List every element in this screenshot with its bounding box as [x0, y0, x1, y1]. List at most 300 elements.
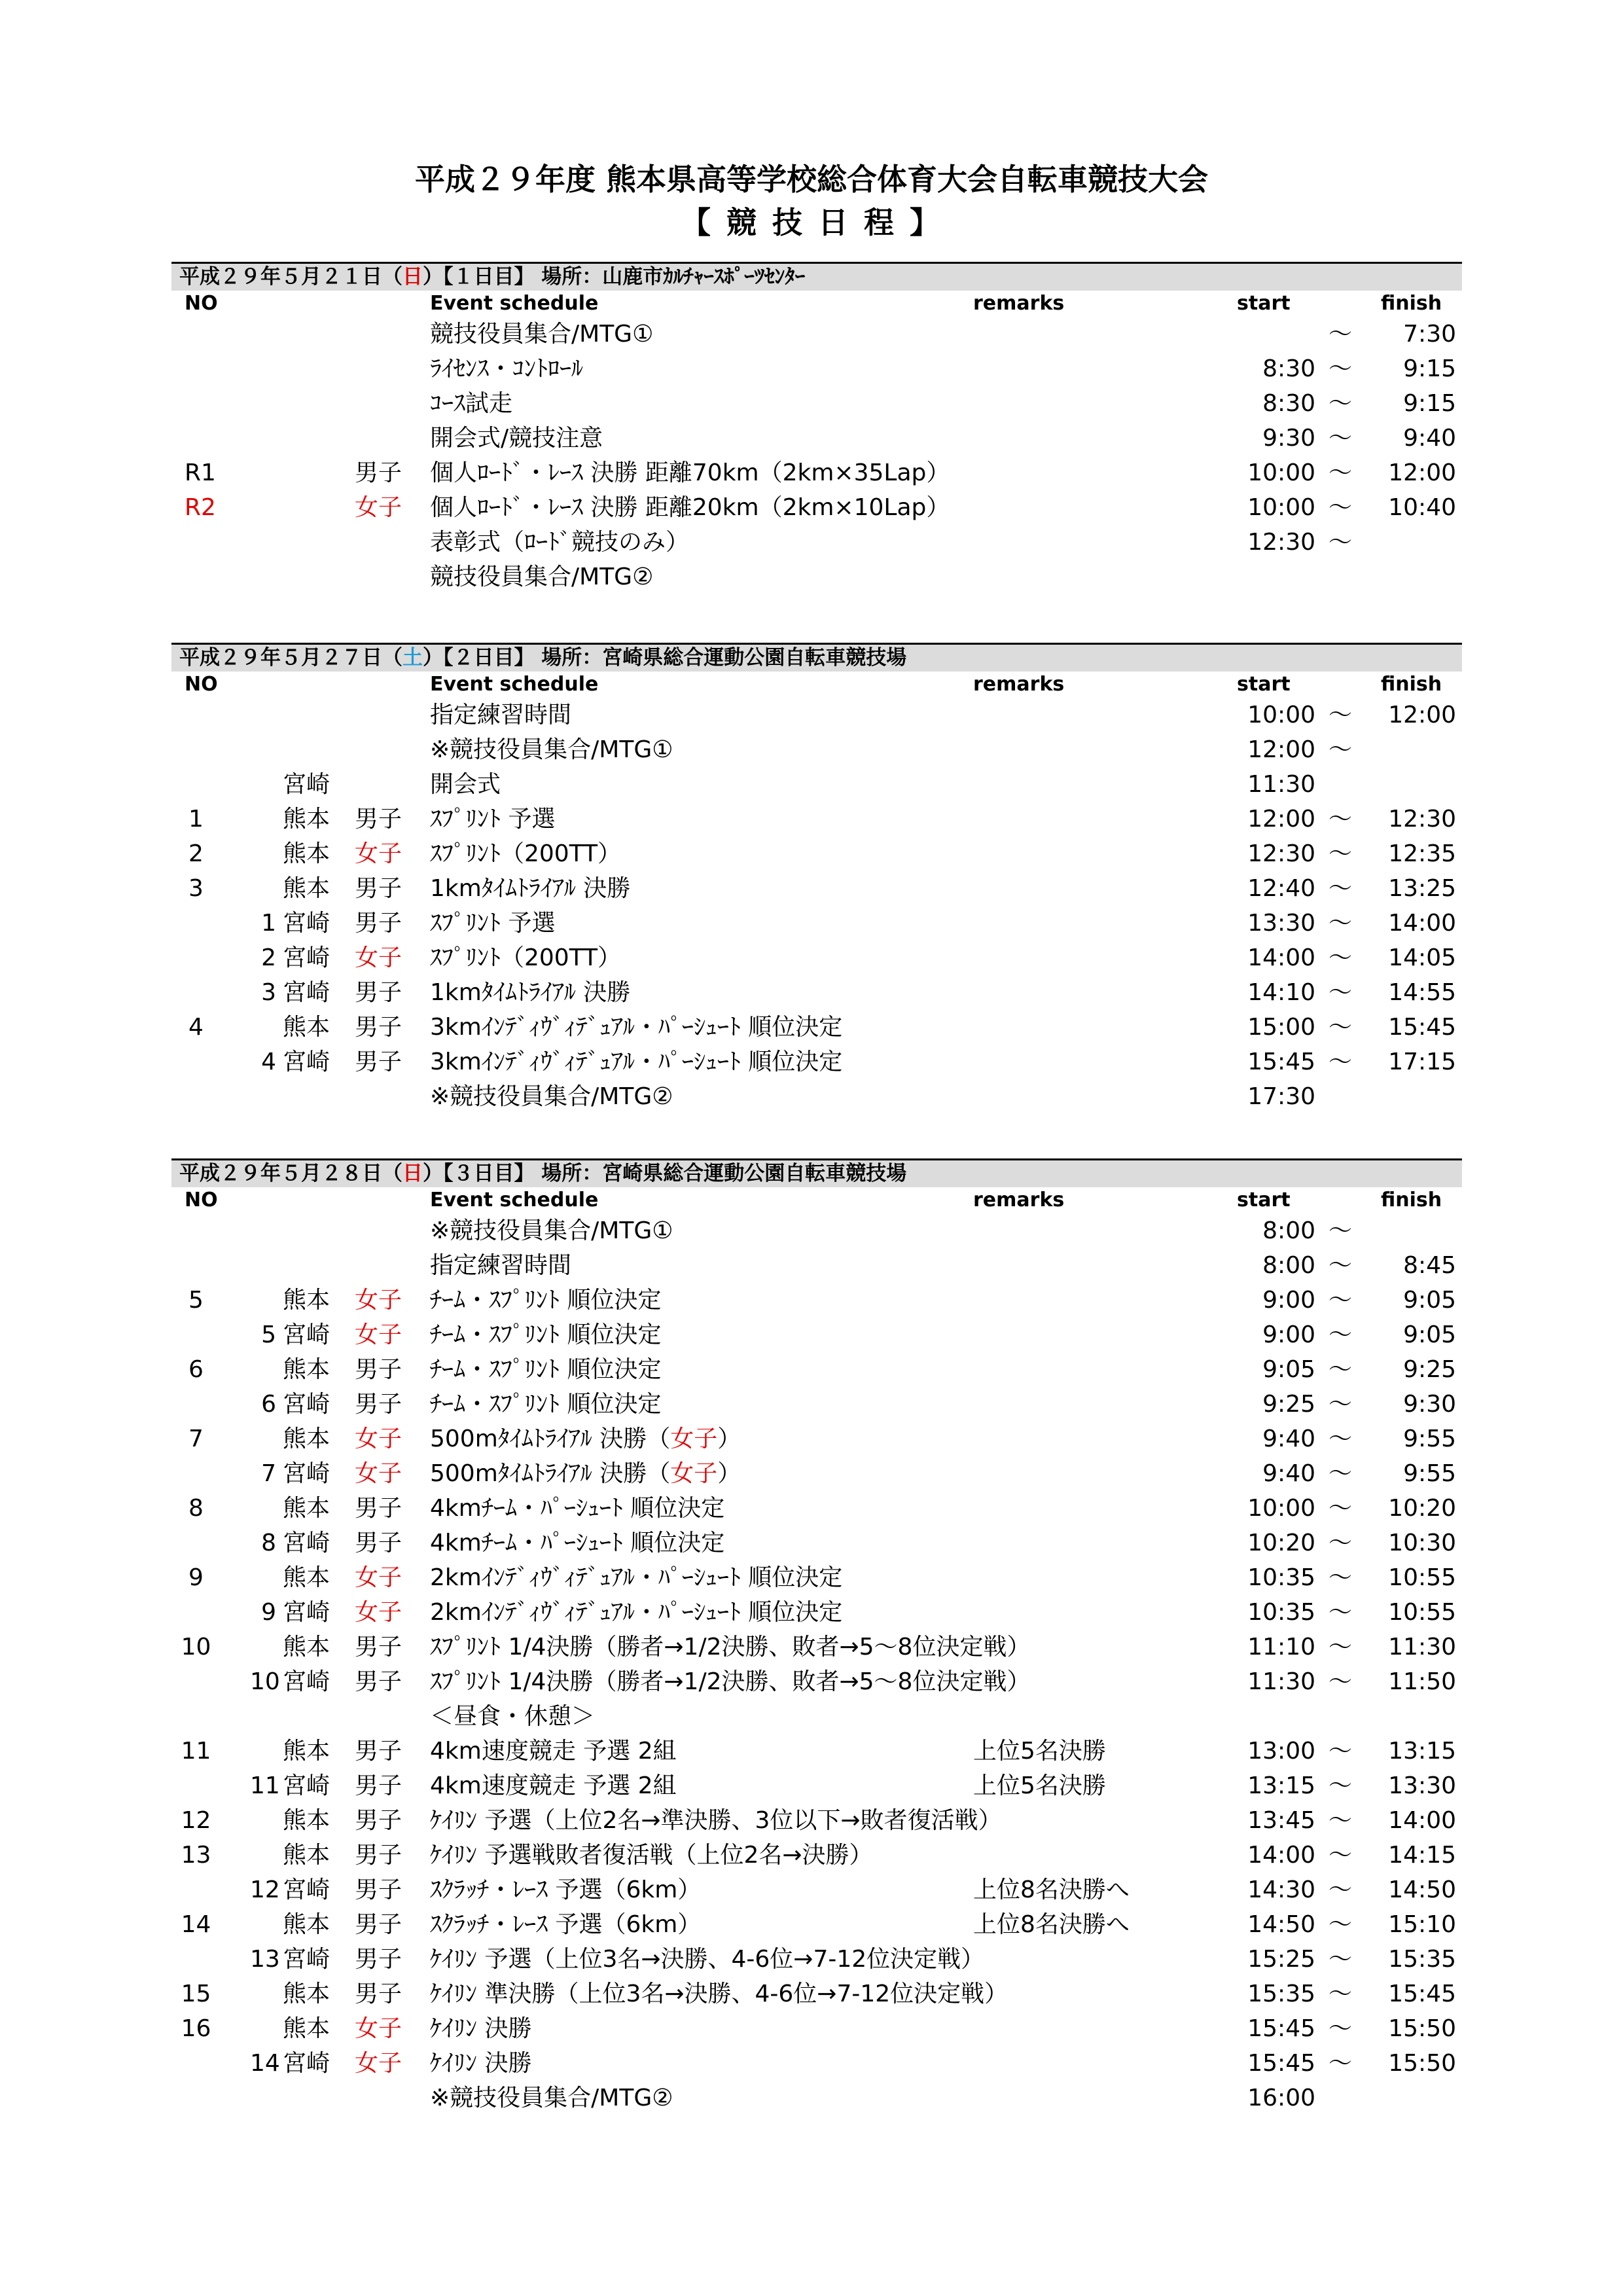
row-start: 12:40 [1247, 875, 1315, 902]
row-event: ｽｸﾗｯﾁ・ﾚｰｽ 予選（6km） [430, 1911, 702, 1938]
row-venue: 熊本 [283, 1356, 330, 1383]
row-number: 10 [181, 1634, 211, 1660]
row-tilde: ～ [1329, 1599, 1353, 1626]
row-venue: 宮崎 [283, 1460, 330, 1487]
row-start: 8:00 [1262, 1252, 1315, 1279]
row-no: R1 [185, 459, 216, 486]
row-venue: 熊本 [283, 1807, 330, 1834]
col-event: Event schedule [430, 673, 599, 696]
day3-column-header [171, 1187, 1462, 1213]
row-finish: 14:55 [1388, 979, 1456, 1006]
row-event [430, 1456, 741, 1491]
row-tilde: ～ [1329, 702, 1353, 728]
row-start: 10:00 [1247, 459, 1315, 486]
row-start: 8:00 [1262, 1217, 1315, 1244]
row-gender: 男子 [355, 1981, 402, 2007]
row-tilde: ～ [1329, 910, 1353, 937]
row-gender: 男子 [355, 1807, 402, 1834]
row-tilde: ～ [1329, 1217, 1353, 1244]
schedule-row [171, 1213, 1462, 1248]
day2-weekday: 土 [402, 646, 423, 670]
row-finish: 10:40 [1388, 494, 1456, 521]
row-event: ｽﾌﾟﾘﾝﾄ 予選 [430, 910, 556, 937]
row-finish: 12:35 [1388, 840, 1456, 867]
row-event: ｹｲﾘﾝ 決勝 [430, 2015, 532, 2042]
row-gender: 男子 [355, 1049, 402, 1075]
day3-section [171, 1158, 1462, 2115]
row-tilde: ～ [1329, 390, 1353, 417]
row-venue: 宮崎 [283, 944, 330, 971]
row-venue: 熊本 [283, 1495, 330, 1522]
row-number-miyazaki: 10 [250, 1668, 280, 1695]
row-tilde: ～ [1329, 1981, 1353, 2007]
row-finish: 10:55 [1388, 1564, 1456, 1591]
row-event: 指定練習時間 [430, 1252, 572, 1279]
col-remarks: remarks [973, 673, 1065, 696]
schedule-row [171, 2011, 1462, 2046]
schedule-row [171, 2046, 1462, 2081]
row-number-miyazaki: 13 [250, 1946, 280, 1973]
row-number: 1 [188, 806, 204, 833]
row-venue: 宮崎 [283, 1530, 330, 1556]
row-gender: 女子 [355, 494, 402, 521]
row-tilde: ～ [1329, 321, 1353, 348]
row-number-miyazaki: 2 [261, 944, 276, 971]
row-finish: 14:15 [1388, 1842, 1456, 1869]
row-tilde: ～ [1329, 1252, 1353, 1279]
row-number-miyazaki: 12 [250, 1876, 280, 1903]
row-tilde: ～ [1329, 1049, 1353, 1075]
row-event: ｹｲﾘﾝ 予選（上位2名→準決勝、3位以下→敗者復活戦） [430, 1807, 1002, 1834]
row-event: ＜昼食・休憩＞ [430, 1703, 596, 1730]
row-start: 10:35 [1247, 1599, 1315, 1626]
row-tilde: ～ [1329, 1321, 1353, 1348]
row-event: ｹｲﾘﾝ 決勝 [430, 2050, 532, 2077]
row-gender: 男子 [355, 1842, 402, 1869]
row-tilde: ～ [1329, 1287, 1353, 1314]
row-finish: 9:55 [1403, 1426, 1456, 1452]
row-finish: 9:40 [1403, 425, 1456, 452]
row-venue: 宮崎 [283, 2050, 330, 2077]
row-gender: 男子 [355, 459, 402, 486]
row-gender: 女子 [355, 1426, 402, 1452]
row-finish: 13:25 [1388, 875, 1456, 902]
row-event: ※競技役員集合/MTG② [430, 1083, 673, 1110]
row-tilde: ～ [1329, 875, 1353, 902]
row-finish: 15:50 [1388, 2015, 1456, 2042]
row-finish: 9:25 [1403, 1356, 1456, 1383]
schedule-row [171, 1079, 1462, 1114]
schedule-row [171, 1318, 1462, 1352]
row-event: ﾁｰﾑ・ｽﾌﾟﾘﾝﾄ 順位決定 [430, 1287, 662, 1314]
row-tilde: ～ [1329, 2015, 1353, 2042]
row-venue: 宮崎 [283, 1049, 330, 1075]
row-start: 15:45 [1247, 1049, 1315, 1075]
row-gender: 女子 [355, 2015, 402, 2042]
row-finish: 11:50 [1388, 1668, 1456, 1695]
schedule-row [171, 1248, 1462, 1283]
row-number: 13 [181, 1842, 211, 1869]
day1-column-header [171, 291, 1462, 317]
row-number: 3 [188, 875, 204, 902]
row-start: 13:45 [1247, 1807, 1315, 1834]
row-start: 17:30 [1247, 1083, 1315, 1110]
row-start: 14:00 [1247, 944, 1315, 971]
row-gender: 男子 [355, 1014, 402, 1041]
row-finish: 9:05 [1403, 1321, 1456, 1348]
row-number: 6 [188, 1356, 204, 1383]
col-no: NO [185, 1189, 218, 1211]
row-tilde: ～ [1329, 425, 1353, 452]
day1-section [171, 262, 1462, 594]
row-tilde: ～ [1329, 2050, 1353, 2077]
schedule-row [171, 1838, 1462, 1873]
row-event: 1kmﾀｲﾑﾄﾗｲｱﾙ 決勝 [430, 979, 631, 1006]
col-no: NO [185, 292, 218, 315]
row-gender: 女子 [355, 1460, 402, 1487]
row-tilde: ～ [1329, 1426, 1353, 1452]
row-start: 16:00 [1247, 2085, 1315, 2111]
row-remarks: 上位5名決勝 [973, 1738, 1106, 1765]
row-event: ※競技役員集合/MTG① [430, 736, 673, 763]
day2-section [171, 643, 1462, 1114]
row-event: 個人ﾛｰﾄﾞ・ﾚｰｽ 決勝 距離20km（2km×10Lap） [430, 494, 950, 521]
row-finish: 9:30 [1403, 1391, 1456, 1418]
row-tilde: ～ [1329, 1911, 1353, 1938]
day3-date: 平成２９年５月２８日（ [179, 1162, 402, 1185]
row-start: 11:30 [1247, 1668, 1315, 1695]
row-start: 14:10 [1247, 979, 1315, 1006]
row-gender: 女子 [355, 840, 402, 867]
schedule-row [171, 1283, 1462, 1318]
row-event: 4kmﾁｰﾑ・ﾊﾟｰｼｭｰﾄ 順位決定 [430, 1530, 725, 1556]
row-finish: 11:30 [1388, 1634, 1456, 1660]
row-finish: 10:55 [1388, 1599, 1456, 1626]
row-start: 13:15 [1247, 1772, 1315, 1799]
schedule-row [171, 490, 1462, 525]
row-start: 15:45 [1247, 2050, 1315, 2077]
row-remarks: 上位8名決勝へ [973, 1911, 1130, 1938]
row-event: 開会式/競技注意 [430, 425, 603, 452]
row-number-miyazaki: 5 [261, 1321, 276, 1348]
row-tilde: ～ [1329, 459, 1353, 486]
row-event: ﾁｰﾑ・ｽﾌﾟﾘﾝﾄ 順位決定 [430, 1391, 662, 1418]
row-venue: 熊本 [283, 1738, 330, 1765]
row-number-miyazaki: 11 [250, 1772, 280, 1799]
row-gender: 女子 [355, 944, 402, 971]
schedule-row [171, 1045, 1462, 1079]
row-number: 8 [188, 1495, 204, 1522]
row-finish: 9:55 [1403, 1460, 1456, 1487]
row-event: ｽﾌﾟﾘﾝﾄ 1/4決勝（勝者→1/2決勝、敗者→5～8位決定戦） [430, 1668, 1031, 1695]
row-event: 3kmｲﾝﾃﾞｨｳﾞｨﾃﾞｭｱﾙ・ﾊﾟｰｼｭｰﾄ 順位決定 [430, 1014, 843, 1041]
row-start: 9:05 [1262, 1356, 1315, 1383]
row-finish: 15:45 [1388, 1014, 1456, 1041]
row-event: ｽﾌﾟﾘﾝﾄ（200TT） [430, 840, 622, 867]
row-finish: 14:50 [1388, 1876, 1456, 1903]
row-venue: 宮崎 [283, 1876, 330, 1903]
row-gender: 男子 [355, 1356, 402, 1383]
row-start: 13:30 [1247, 910, 1315, 937]
row-venue: 宮崎 [283, 1772, 330, 1799]
schedule-row [171, 1803, 1462, 1838]
row-number-miyazaki: 9 [261, 1599, 276, 1626]
row-number: 4 [188, 1014, 204, 1041]
row-finish: 12:30 [1388, 806, 1456, 833]
row-finish: 8:45 [1403, 1252, 1456, 1279]
row-remarks: 上位8名決勝へ [973, 1876, 1130, 1903]
row-gender: 男子 [355, 1668, 402, 1695]
row-event-tail: ） [717, 1426, 741, 1452]
day1-date: 平成２９年５月２１日（ [179, 265, 402, 289]
row-event: ﾗｲｾﾝｽ・ｺﾝﾄﾛｰﾙ [430, 355, 584, 382]
row-start: 10:00 [1247, 1495, 1315, 1522]
row-event: ｽﾌﾟﾘﾝﾄ（200TT） [430, 944, 622, 971]
row-tilde: ～ [1329, 529, 1353, 556]
row-tilde: ～ [1329, 355, 1353, 382]
row-number: 12 [181, 1807, 211, 1834]
row-finish: 17:15 [1388, 1049, 1456, 1075]
row-tilde: ～ [1329, 1738, 1353, 1765]
row-venue: 宮崎 [283, 910, 330, 937]
row-event: ｽﾌﾟﾘﾝﾄ 1/4決勝（勝者→1/2決勝、敗者→5～8位決定戦） [430, 1634, 1031, 1660]
day1-rows [171, 317, 1462, 594]
row-event: 競技役員集合/MTG② [430, 564, 654, 590]
row-gender: 男子 [355, 1772, 402, 1799]
schedule-row [171, 941, 1462, 975]
document-subtitle: 【 競 技 日 程 】 [680, 205, 943, 240]
day1-weekday: 日 [402, 265, 423, 289]
row-gender: 男子 [355, 1495, 402, 1522]
row-venue: 熊本 [283, 1564, 330, 1591]
row-venue: 宮崎 [283, 1946, 330, 1973]
row-number: 15 [181, 1981, 211, 2007]
row-start: 9:40 [1262, 1460, 1315, 1487]
row-start: 9:30 [1262, 425, 1315, 452]
schedule-row [171, 386, 1462, 421]
day2-column-header [171, 672, 1462, 698]
row-event: 表彰式（ﾛｰﾄﾞ競技のみ） [430, 529, 690, 556]
row-venue: 熊本 [283, 875, 330, 902]
row-tilde: ～ [1329, 494, 1353, 521]
row-number-miyazaki: 14 [250, 2050, 280, 2077]
row-number: 16 [181, 2015, 211, 2042]
row-number: 5 [188, 1287, 204, 1314]
row-number: 7 [188, 1426, 204, 1452]
row-gender: 女子 [355, 1287, 402, 1314]
row-tilde: ～ [1329, 1391, 1353, 1418]
row-venue: 宮崎 [283, 1668, 330, 1695]
row-number-miyazaki: 6 [261, 1391, 276, 1418]
row-venue: 熊本 [283, 1014, 330, 1041]
day2-rows [171, 698, 1462, 1114]
row-finish: 15:35 [1388, 1946, 1456, 1973]
row-remarks: 上位5名決勝 [973, 1772, 1106, 1799]
row-event: 個人ﾛｰﾄﾞ・ﾚｰｽ 決勝 距離70km（2km×35Lap） [430, 459, 950, 486]
day2-header [171, 643, 1462, 672]
day3-header [171, 1158, 1462, 1187]
row-finish: 12:00 [1388, 702, 1456, 728]
row-finish: 13:15 [1388, 1738, 1456, 1765]
row-start: 15:45 [1247, 2015, 1315, 2042]
schedule-row [171, 1387, 1462, 1422]
col-remarks: remarks [973, 292, 1065, 315]
schedule-row [171, 317, 1462, 351]
row-gender: 女子 [355, 1599, 402, 1626]
row-finish: 13:30 [1388, 1772, 1456, 1799]
row-event: ｽﾌﾟﾘﾝﾄ 予選 [430, 806, 556, 833]
schedule-row [171, 732, 1462, 767]
row-venue: 熊本 [283, 1634, 330, 1660]
row-venue: 宮崎 [283, 1321, 330, 1348]
row-tilde: ～ [1329, 1634, 1353, 1660]
row-tilde: ～ [1329, 806, 1353, 833]
row-start: 9:00 [1262, 1321, 1315, 1348]
row-gender: 男子 [355, 1876, 402, 1903]
row-finish: 9:15 [1403, 390, 1456, 417]
row-gender: 女子 [355, 1564, 402, 1591]
row-finish: 14:00 [1388, 910, 1456, 937]
row-event: 2kmｲﾝﾃﾞｨｳﾞｨﾃﾞｭｱﾙ・ﾊﾟｰｼｭｰﾄ 順位決定 [430, 1564, 843, 1591]
schedule-row [171, 975, 1462, 1010]
row-venue: 宮崎 [283, 771, 330, 798]
row-venue: 熊本 [283, 1842, 330, 1869]
row-tilde: ～ [1329, 1564, 1353, 1591]
schedule-row [171, 1942, 1462, 1977]
row-venue: 熊本 [283, 806, 330, 833]
row-event: ※競技役員集合/MTG② [430, 2085, 673, 2111]
row-number-miyazaki: 3 [261, 979, 276, 1006]
row-start: 8:30 [1262, 355, 1315, 382]
schedule-row [171, 1734, 1462, 1768]
row-tilde: ～ [1329, 979, 1353, 1006]
row-venue: 熊本 [283, 1287, 330, 1314]
row-finish: 9:15 [1403, 355, 1456, 382]
row-start: 12:00 [1247, 806, 1315, 833]
row-event: ※競技役員集合/MTG① [430, 1217, 673, 1244]
row-venue: 熊本 [283, 840, 330, 867]
row-tilde: ～ [1329, 1876, 1353, 1903]
row-event-gender: 女子 [670, 1426, 718, 1452]
col-remarks: remarks [973, 1189, 1065, 1211]
schedule-row [171, 836, 1462, 871]
row-venue: 熊本 [283, 1911, 330, 1938]
row-finish: 14:05 [1388, 944, 1456, 971]
row-number-miyazaki: 7 [261, 1460, 276, 1487]
row-tilde: ～ [1329, 1842, 1353, 1869]
schedule-row [171, 1010, 1462, 1045]
day3-venue: ）【３日目】 場所：宮崎県総合運動公園自転車競技場 [423, 1162, 907, 1185]
schedule-row [171, 1595, 1462, 1630]
day2-date: 平成２９年５月２７日（ [179, 646, 402, 670]
schedule-row [171, 1907, 1462, 1942]
row-gender: 男子 [355, 910, 402, 937]
col-no: NO [185, 673, 218, 696]
row-number: 11 [181, 1738, 211, 1765]
schedule-row [171, 1873, 1462, 1907]
row-tilde: ～ [1329, 1772, 1353, 1799]
schedule-row [171, 1699, 1462, 1734]
day1-header [171, 262, 1462, 291]
row-finish: 9:05 [1403, 1287, 1456, 1314]
row-gender: 男子 [355, 1911, 402, 1938]
row-tilde: ～ [1329, 944, 1353, 971]
schedule-row [171, 351, 1462, 386]
row-start: 11:10 [1247, 1634, 1315, 1660]
row-number: 14 [181, 1911, 211, 1938]
row-finish: 14:00 [1388, 1807, 1456, 1834]
row-tilde: ～ [1329, 1530, 1353, 1556]
row-event-tail: ） [717, 1460, 741, 1487]
schedule-row [171, 698, 1462, 732]
row-start: 12:00 [1247, 736, 1315, 763]
row-finish: 15:50 [1388, 2050, 1456, 2077]
row-start: 13:00 [1247, 1738, 1315, 1765]
row-start: 10:35 [1247, 1564, 1315, 1591]
row-tilde: ～ [1329, 1014, 1353, 1041]
row-no: R2 [185, 494, 216, 521]
schedule-row [171, 1630, 1462, 1664]
row-event: 4km速度競走 予選 2組 [430, 1772, 677, 1799]
row-event: 4km速度競走 予選 2組 [430, 1738, 677, 1765]
col-finish: finish [1381, 673, 1442, 696]
row-start: 15:00 [1247, 1014, 1315, 1041]
row-gender: 男子 [355, 1530, 402, 1556]
row-number-miyazaki: 4 [261, 1049, 276, 1075]
row-venue: 熊本 [283, 1981, 330, 2007]
schedule-row [171, 560, 1462, 594]
schedule-row [171, 456, 1462, 490]
row-gender: 女子 [355, 2050, 402, 2077]
row-event: ｹｲﾘﾝ 予選戦敗者復活戦（上位2名→決勝） [430, 1842, 873, 1869]
row-gender: 男子 [355, 875, 402, 902]
schedule-row [171, 1491, 1462, 1526]
row-tilde: ～ [1329, 1495, 1353, 1522]
row-start: 9:40 [1262, 1426, 1315, 1452]
schedule-row [171, 1560, 1462, 1595]
row-tilde: ～ [1329, 1460, 1353, 1487]
row-start: 14:30 [1247, 1876, 1315, 1903]
col-start: start [1237, 673, 1291, 696]
row-event: 開会式 [430, 771, 501, 798]
schedule-row [171, 525, 1462, 560]
row-start: 15:25 [1247, 1946, 1315, 1973]
row-start: 8:30 [1262, 390, 1315, 417]
schedule-row [171, 1352, 1462, 1387]
row-venue: 宮崎 [283, 1599, 330, 1626]
schedule-row [171, 1664, 1462, 1699]
document-title: 平成２９年度 熊本県高等学校総合体育大会自転車競技大会 [414, 162, 1208, 197]
row-number-miyazaki: 1 [261, 910, 276, 937]
day2-venue: ）【２日目】 場所：宮崎県総合運動公園自転車競技場 [423, 646, 907, 670]
col-event: Event schedule [430, 292, 599, 315]
row-gender: 男子 [355, 1391, 402, 1418]
row-tilde: ～ [1329, 736, 1353, 763]
schedule-row [171, 1456, 1462, 1491]
row-tilde: ～ [1329, 1807, 1353, 1834]
row-event-gender: 女子 [670, 1460, 718, 1487]
row-finish: 12:00 [1388, 459, 1456, 486]
row-gender: 男子 [355, 1946, 402, 1973]
row-finish: 7:30 [1403, 321, 1456, 348]
row-start: 15:35 [1247, 1981, 1315, 2007]
row-tilde: ～ [1329, 840, 1353, 867]
row-start: 10:00 [1247, 494, 1315, 521]
row-finish: 15:45 [1388, 1981, 1456, 2007]
schedule-row [171, 871, 1462, 906]
row-event [430, 1422, 741, 1456]
row-gender: 女子 [355, 1321, 402, 1348]
